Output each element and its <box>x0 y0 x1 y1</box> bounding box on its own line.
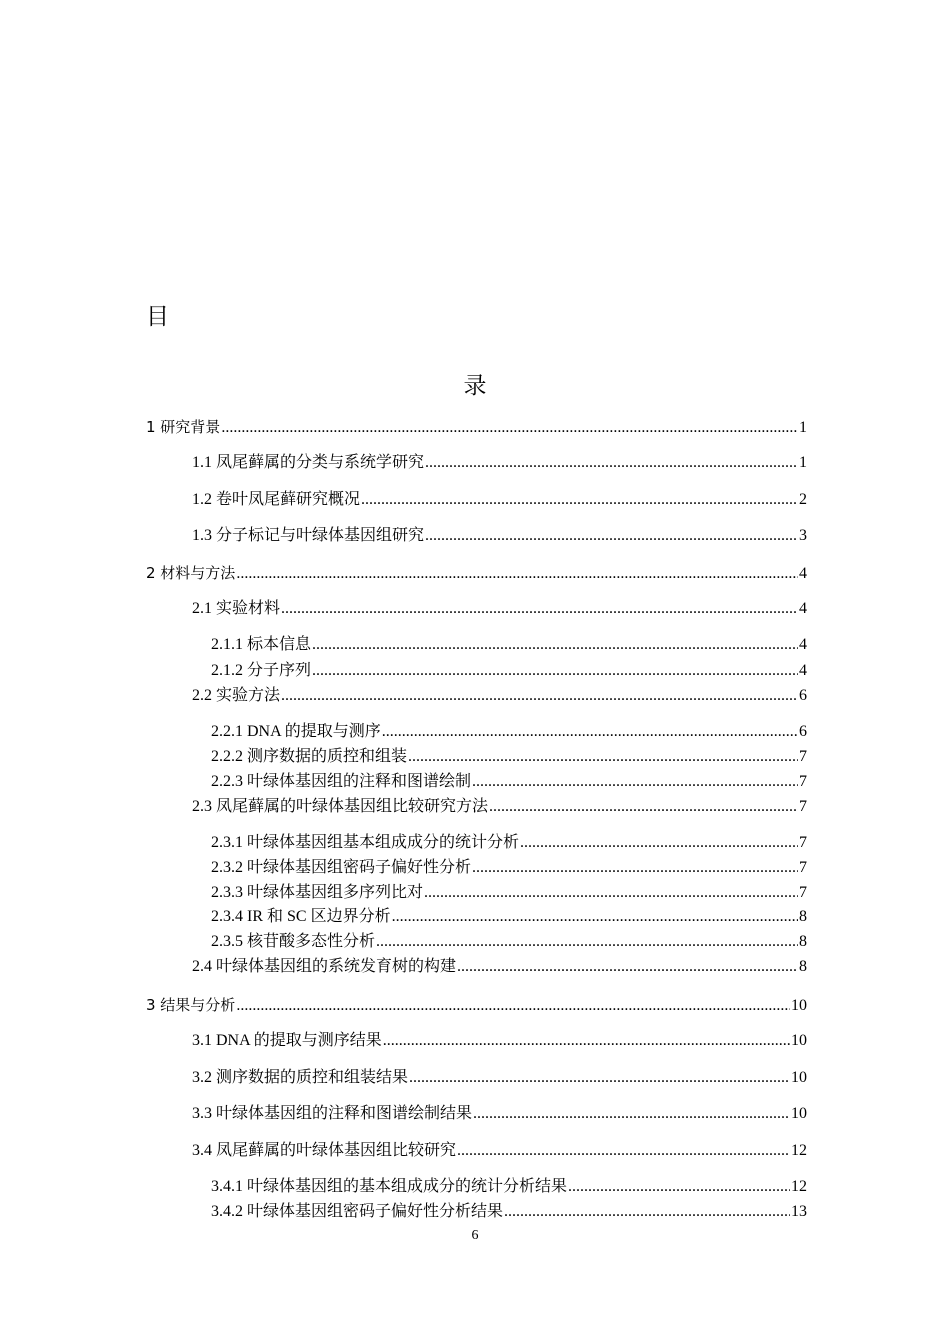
toc-entry-1-1[interactable] <box>192 451 807 475</box>
toc-entry-page: 1 <box>799 419 807 436</box>
toc-dot-leader <box>504 1200 790 1224</box>
toc-entry-label: 2.3.5 核苷酸多态性分析 <box>211 933 376 950</box>
toc-dot-leader <box>568 1175 790 1199</box>
toc-dot-leader <box>457 955 798 979</box>
page-number: 6 <box>471 1228 479 1243</box>
toc-entry-label: 2.3.2 叶绿体基因组密码子偏好性分析 <box>211 859 472 876</box>
toc-entry-page: 4 <box>799 565 807 582</box>
toc-dot-leader <box>425 524 798 548</box>
toc-entry-2-3-1[interactable] <box>211 831 807 855</box>
toc-entry-2-4[interactable] <box>192 955 807 979</box>
toc-dot-leader <box>472 770 798 794</box>
toc-entry-page: 7 <box>799 834 807 851</box>
toc-dot-leader <box>281 684 798 708</box>
toc-entry-2-1-2[interactable] <box>211 659 807 683</box>
toc-dot-leader <box>383 1029 790 1053</box>
toc-entry-label: 3.4 凤尾藓属的叶绿体基因组比较研究 <box>192 1142 457 1159</box>
toc-dot-leader <box>361 488 798 512</box>
toc-entry-3-3[interactable] <box>192 1102 807 1126</box>
toc-entry-page: 10 <box>791 997 807 1014</box>
toc-entry-1-2[interactable] <box>192 488 807 512</box>
toc-dot-leader <box>312 659 798 683</box>
toc-entry-label: 2.1 实验材料 <box>192 600 281 617</box>
toc-dot-leader <box>376 930 798 954</box>
toc-entry-page: 7 <box>799 884 807 901</box>
toc-entry-1-3[interactable] <box>192 524 807 548</box>
toc-dot-leader <box>520 831 798 855</box>
toc-entry-2-2[interactable] <box>192 684 807 708</box>
toc-heading-part1: 目 <box>146 304 169 330</box>
toc-dot-leader <box>408 745 798 769</box>
toc-entry-page: 7 <box>799 773 807 790</box>
toc-entry-label: 3.3 叶绿体基因组的注释和图谱绘制结果 <box>192 1105 473 1122</box>
toc-entry-page: 8 <box>799 933 807 950</box>
toc-entry-2-3-3[interactable] <box>211 881 807 905</box>
toc-entry-label: 2.2 实验方法 <box>192 687 281 704</box>
toc-dot-leader <box>409 1066 790 1090</box>
toc-entry-label: 3.4.2 叶绿体基因组密码子偏好性分析结果 <box>211 1203 504 1220</box>
toc-entry-page: 4 <box>799 662 807 679</box>
toc-entry-label: 1.2 卷叶凤尾藓研究概况 <box>192 491 361 508</box>
toc-dot-leader <box>424 881 798 905</box>
toc-dot-leader <box>425 451 798 475</box>
toc-entry-3-4-2[interactable] <box>211 1200 807 1224</box>
toc-entry-label: 2.3.4 IR 和 SC 区边界分析 <box>211 908 391 925</box>
toc-entry-page: 4 <box>799 600 807 617</box>
toc-dot-leader <box>382 720 798 744</box>
toc-entry-label: 3.1 DNA 的提取与测序结果 <box>192 1032 382 1049</box>
toc-dot-leader <box>473 1102 790 1126</box>
toc-entry-2-3-2[interactable] <box>211 856 807 880</box>
toc-entry-page: 8 <box>799 908 807 925</box>
toc-entry-label: 1.1 凤尾藓属的分类与系统学研究 <box>192 454 425 471</box>
toc-dot-leader <box>489 795 798 819</box>
toc-entry-3-4[interactable] <box>192 1139 807 1163</box>
toc-entry-label: 2.3.1 叶绿体基因组基本组成成分的统计分析 <box>211 834 520 851</box>
toc-entry-2-2-2[interactable] <box>211 745 807 769</box>
toc-entry-page: 12 <box>791 1178 807 1195</box>
toc-dot-leader <box>236 994 790 1018</box>
toc-entry-label: 3.2 测序数据的质控和组装结果 <box>192 1069 409 1086</box>
toc-entry-2-2-3[interactable] <box>211 770 807 794</box>
toc-entry-3[interactable] <box>146 993 807 1017</box>
toc-entry-2-1[interactable] <box>192 597 807 621</box>
toc-entry-page: 7 <box>799 748 807 765</box>
toc-entry-label: 3.4.1 叶绿体基因组的基本组成成分的统计分析结果 <box>211 1178 568 1195</box>
toc-entry-label: 3 结果与分析 <box>146 996 236 1014</box>
toc-entry-page: 10 <box>791 1032 807 1049</box>
toc-dot-leader <box>457 1139 790 1163</box>
toc-entry-page: 6 <box>799 723 807 740</box>
toc-entry-page: 4 <box>799 636 807 653</box>
toc-entry-page: 7 <box>799 859 807 876</box>
toc-entry-label: 2.2.3 叶绿体基因组的注释和图谱绘制 <box>211 773 472 790</box>
toc-entry-page: 7 <box>799 798 807 815</box>
toc-entry-2-3-4[interactable] <box>211 905 807 929</box>
toc-heading-part2: 录 <box>463 373 487 399</box>
toc-entry-label: 2.3 凤尾藓属的叶绿体基因组比较研究方法 <box>192 798 489 815</box>
toc-entry-3-1[interactable] <box>192 1029 807 1053</box>
toc-entry-page: 2 <box>799 491 807 508</box>
toc-entry-page: 13 <box>791 1203 807 1220</box>
toc-dot-leader <box>281 597 798 621</box>
toc-entry-label: 1.3 分子标记与叶绿体基因组研究 <box>192 527 425 544</box>
toc-entry-2[interactable] <box>146 561 807 585</box>
toc-entry-label: 2 材料与方法 <box>146 564 236 582</box>
toc-entry-2-2-1[interactable] <box>211 720 807 744</box>
toc-entry-page: 6 <box>799 687 807 704</box>
toc-entry-page: 1 <box>799 454 807 471</box>
toc-dot-leader <box>472 856 798 880</box>
toc-entry-2-3[interactable] <box>192 795 807 819</box>
toc-entry-label: 2.2.2 测序数据的质控和组装 <box>211 748 408 765</box>
toc-entry-page: 3 <box>799 527 807 544</box>
toc-entry-3-4-1[interactable] <box>211 1175 807 1199</box>
toc-entry-page: 10 <box>791 1105 807 1122</box>
toc-entry-label: 2.1.1 标本信息 <box>211 636 312 653</box>
toc-entry-label: 2.3.3 叶绿体基因组多序列比对 <box>211 884 424 901</box>
toc-dot-leader <box>392 905 798 929</box>
toc-entry-2-1-1[interactable] <box>211 633 807 657</box>
toc-dot-leader <box>312 633 798 657</box>
toc-entry-2-3-5[interactable] <box>211 930 807 954</box>
toc-entry-3-2[interactable] <box>192 1066 807 1090</box>
toc-entry-label: 2.2.1 DNA 的提取与测序 <box>211 723 381 740</box>
toc-entry-1[interactable] <box>146 415 807 439</box>
toc-entry-label: 2.4 叶绿体基因组的系统发育树的构建 <box>192 958 457 975</box>
toc-entry-page: 12 <box>791 1142 807 1159</box>
toc-entry-label: 1 研究背景 <box>146 418 221 436</box>
toc-entry-label: 2.1.2 分子序列 <box>211 662 312 679</box>
toc-dot-leader <box>236 562 798 586</box>
toc-entry-page: 8 <box>799 958 807 975</box>
toc-entry-page: 10 <box>791 1069 807 1086</box>
toc-dot-leader <box>221 416 798 440</box>
